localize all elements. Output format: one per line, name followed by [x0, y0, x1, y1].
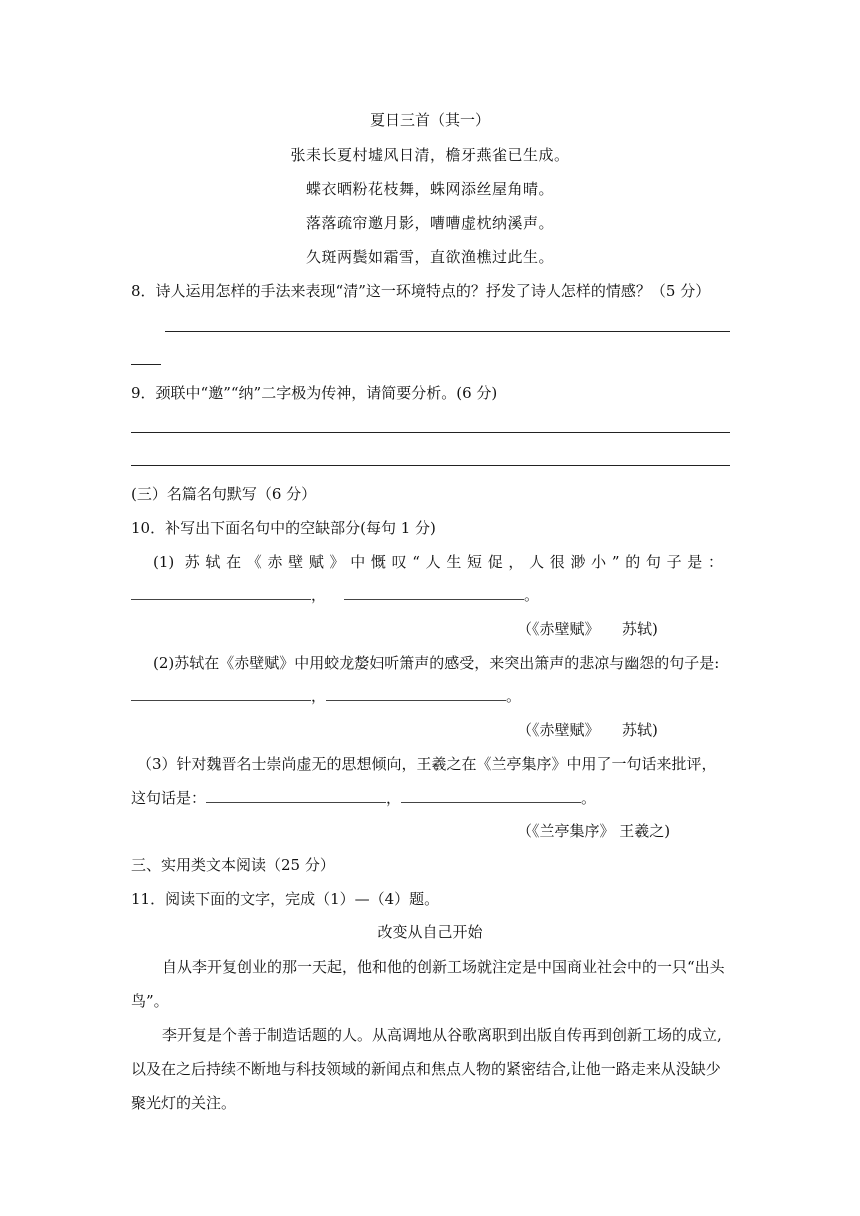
q10-item-1-comma: ，	[311, 586, 327, 604]
q9-answer-line-2[interactable]	[131, 465, 730, 466]
part-3-heading: 三、实用类文本阅读（25 分）	[131, 856, 335, 874]
poem-line-2: 蝶衣晒粉花枝舞，蛛网添丝屋角晴。	[305, 180, 554, 198]
q10-item-3-lead: 这句话是：	[131, 789, 207, 807]
article-paragraph-1-line-1: 自从李开复创业的那一天起，他和他的创新工场就注定是中国商业社会中的一只“出头	[162, 958, 725, 976]
poem-line-1: 张耒长夏村墟风日清，檐牙燕雀已生成。	[290, 146, 570, 164]
q10-item-2-prompt: (2)苏轼在《赤壁赋》中用蛟龙嫠妇听箫声的感受，来突出箫声的悲凉与幽怨的句子是:	[153, 654, 720, 672]
q10-item-1-source: （《赤壁赋》 苏轼)	[517, 620, 658, 638]
q10-item-3-comma: ，	[386, 789, 402, 807]
q10-item-3-prompt: （3）针对魏晋名士崇尚虚无的思想倾向，王羲之在《兰亭集序》中用了一句话来批评，	[137, 755, 717, 773]
q8-answer-line-2[interactable]	[131, 364, 161, 365]
question-9: 9．颈联中“邀”“纳”二字极为传神，请简要分析。(6 分)	[131, 384, 498, 402]
q10-item-3-source: （《兰亭集序》 王羲之)	[517, 822, 671, 840]
q10-item-2-period: 。	[506, 687, 522, 705]
q10-item-1-period: 。	[524, 586, 540, 604]
q10-item-3-answer	[131, 787, 596, 808]
question-8: 8．诗人运用怎样的手法来表现“清”这一环境特点的？抒发了诗人怎样的情感？（5 分）	[131, 282, 711, 300]
q10-item-2-blank-1[interactable]	[131, 685, 311, 701]
article-paragraph-1-line-2: 鸟”。	[131, 992, 169, 1010]
q10-item-1-answer	[131, 584, 539, 605]
q8-answer-line-1[interactable]	[165, 331, 730, 332]
article-paragraph-2-line-3: 聚光灯的关注。	[131, 1094, 237, 1112]
q10-item-2-answer	[131, 685, 521, 706]
question-11: 11．阅读下面的文字，完成（1）—（4）题。	[131, 890, 440, 908]
poem-line-4: 久斑两鬓如霜雪，直欲渔樵过此生。	[305, 248, 554, 266]
q10-item-1-prompt: (1) 苏轼在《赤壁赋》中慨叹“人生短促，人很渺小”的句子是：	[153, 553, 723, 571]
article-paragraph-2-line-1: 李开复是个善于制造话题的人。从高调地从谷歌离职到出版自传再到创新工场的成立,	[162, 1026, 722, 1044]
question-10: 10．补写出下面名句中的空缺部分(每句 1 分)	[131, 519, 436, 537]
q10-item-1-blank-2[interactable]	[344, 584, 524, 600]
article-title: 改变从自己开始	[377, 923, 483, 941]
article-paragraph-2-line-2: 以及在之后持续不断地与科技领域的新闻点和焦点人物的紧密结合,让他一路走来从没缺少	[131, 1060, 721, 1078]
q10-item-1-blank-1[interactable]	[131, 584, 311, 600]
q10-item-2-blank-2[interactable]	[326, 685, 506, 701]
q10-item-3-blank-2[interactable]	[401, 787, 581, 803]
q10-item-3-period: 。	[581, 789, 597, 807]
section-3-heading: (三）名篇名句默写（6 分）	[131, 485, 317, 503]
q9-answer-line-1[interactable]	[131, 432, 730, 433]
poem-line-3: 落落疏帘邀月影，嘈嘈虚枕纳溪声。	[305, 214, 554, 232]
q10-item-2-source: （《赤壁赋》 苏轼)	[517, 721, 658, 739]
q10-item-3-blank-1[interactable]	[206, 787, 386, 803]
q10-item-2-comma: ，	[311, 687, 327, 705]
poem-title: 夏日三首（其一）	[369, 111, 490, 129]
